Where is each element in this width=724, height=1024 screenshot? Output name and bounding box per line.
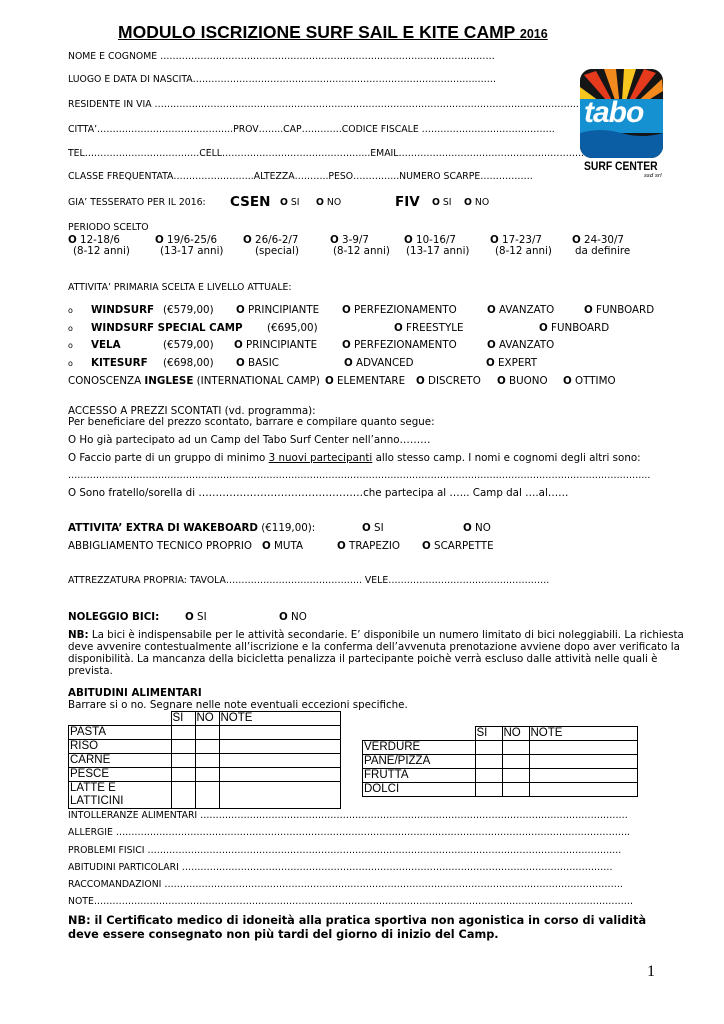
food-label: VERDURE: [363, 741, 476, 755]
logo-brand: tabo: [584, 96, 644, 129]
inglese-option[interactable]: O BUONO: [497, 375, 548, 387]
no-cell[interactable]: [195, 768, 219, 782]
level-option[interactable]: O PERFEZIONAMENTO: [342, 339, 457, 351]
col-si: SI: [475, 727, 502, 741]
no-cell[interactable]: [195, 726, 219, 740]
bici-no-option[interactable]: O NO: [279, 611, 307, 623]
periodo-option[interactable]: O 3-9/7: [330, 234, 369, 246]
periodo-label: PERIODO SCELTO: [68, 222, 149, 233]
level-option[interactable]: O AVANZATO: [487, 304, 555, 316]
level-option[interactable]: O BASIC: [236, 357, 279, 369]
level-option[interactable]: O FUNBOARD: [539, 322, 610, 334]
periodo-note: (8-12 anni): [73, 245, 130, 257]
table-row: [69, 740, 341, 754]
inglese-option[interactable]: O DISCRETO: [416, 375, 481, 387]
food-label: DOLCI: [363, 783, 476, 797]
field-residente[interactable]: RESIDENTE IN VIA ………………………………………………………………………………………………………………………..: [68, 99, 579, 110]
logo-subtitle: SURF CENTER: [584, 161, 658, 173]
inglese-option[interactable]: O OTTIMO: [563, 375, 616, 387]
si-cell[interactable]: [171, 768, 195, 782]
title-year: 2016: [519, 27, 548, 41]
certificato-note: NB: il Certificato medico di idoneità alla pratica sportiva non agonistica in corso di validità deve essere consegnato non più tardi del giorno di inizio del Camp.: [68, 914, 647, 941]
food-label: LATTE E LATTICINI: [69, 782, 172, 809]
table-row: [363, 769, 638, 783]
activity-name: WINDSURF SPECIAL CAMP: [91, 322, 243, 334]
si-cell[interactable]: [171, 782, 195, 809]
table-row: [69, 726, 341, 740]
no-cell[interactable]: [195, 782, 219, 809]
note-field[interactable]: NOTE…………………………………………………………………………………………………………………………………………………………: [68, 896, 634, 907]
si-cell[interactable]: [475, 783, 502, 797]
sconti-option-gruppo[interactable]: O Faccio parte di un gruppo di minimo 3 nuovi partecipanti allo stesso camp. I nomi e cognomi degli altri sono:: [68, 452, 641, 464]
food-label: PASTA: [69, 726, 172, 740]
level-option[interactable]: O PERFEZIONAMENTO: [342, 304, 457, 316]
activity-row-vela[interactable]: o: [68, 341, 73, 350]
field-citta[interactable]: CITTA’……………………………………..PROV……..CAP………….CODICE FISCALE …………………………………….: [68, 124, 555, 135]
col-no: NO: [502, 727, 529, 741]
food-label: RISO: [69, 740, 172, 754]
no-cell[interactable]: [195, 740, 219, 754]
intolleranze-field[interactable]: INTOLLERANZE ALIMENTARI …………………………………………………………………………………………………………………………: [68, 810, 628, 821]
col-no: NO: [195, 712, 219, 726]
field-nome[interactable]: NOME E COGNOME ………………………………………………………………………………………………: [68, 51, 495, 62]
fiv-label: FIV: [395, 194, 420, 210]
note-cell[interactable]: [219, 726, 341, 740]
level-option[interactable]: O EXPERT: [486, 357, 538, 369]
table-row: [69, 754, 341, 768]
table-row: [363, 755, 638, 769]
inglese-label: CONOSCENZA INGLESE (INTERNATIONAL CAMP): [68, 375, 320, 387]
si-cell[interactable]: [475, 741, 502, 755]
activity-name: KITESURF: [91, 357, 148, 369]
periodo-option[interactable]: O 19/6-25/6: [155, 234, 218, 246]
abbigliamento-option[interactable]: O MUTA: [262, 540, 304, 552]
attivita-label: ATTIVITA’ PRIMARIA SCELTA E LIVELLO ATTUALE:: [68, 282, 292, 293]
abbigliamento-label: ABBIGLIAMENTO TECNICO PROPRIO: [68, 540, 253, 552]
wakeboard-si-option[interactable]: O SI: [362, 522, 384, 534]
note-cell[interactable]: [529, 769, 638, 783]
sconti-title: ACCESSO A PREZZI SCONTATI (vd. programma):: [68, 405, 316, 417]
abbigliamento-option[interactable]: O SCARPETTE: [422, 540, 494, 552]
periodo-option[interactable]: O 24-30/7: [572, 234, 624, 246]
activity-name: WINDSURF: [91, 304, 155, 316]
page-number: 1: [647, 963, 655, 980]
fiv-no-option[interactable]: O NO: [464, 197, 490, 208]
no-cell[interactable]: [502, 783, 529, 797]
sconti-subtitle: Per beneficiare del prezzo scontato, barrare e compilare quanto segue:: [68, 416, 435, 428]
allergie-field[interactable]: ALLERGIE ………………………………………………………………………………………………………………………………………………….: [68, 827, 631, 838]
note-cell[interactable]: [219, 740, 341, 754]
food-label: PESCE: [69, 768, 172, 782]
periodo-note: (special): [255, 245, 299, 257]
periodo-note: da definire: [575, 245, 631, 257]
food-label: PANE/PIZZA: [363, 755, 476, 769]
col-note: NOTE: [219, 712, 341, 726]
bici-label: NOLEGGIO BICI:: [68, 611, 160, 623]
activity-row-windsurf[interactable]: o: [68, 306, 73, 315]
food-label: CARNE: [69, 754, 172, 768]
abitudini-particolari-field[interactable]: ABITUDINI PARTICOLARI ………………………………………………………………………………………………………………………….: [68, 862, 613, 873]
field-classe[interactable]: CLASSE FREQUENTATA……………………..ALTEZZA………..PESO…………...NUMERO SCARPE……………..: [68, 171, 533, 182]
periodo-option[interactable]: O 12-18/6: [68, 234, 120, 246]
level-option[interactable]: O FUNBOARD: [584, 304, 655, 316]
no-cell[interactable]: [502, 769, 529, 783]
activity-row-kitesurf[interactable]: o: [68, 359, 73, 368]
fiv-si-option[interactable]: O SI: [432, 197, 452, 208]
field-luogo-nascita[interactable]: LUOGO E DATA DI NASCITA………………………………………………………………………………..……: [68, 74, 497, 85]
bici-si-option[interactable]: O SI: [185, 611, 207, 623]
si-cell[interactable]: [171, 726, 195, 740]
periodo-option[interactable]: O 10-16/7: [404, 234, 456, 246]
activity-price: (€579,00): [163, 339, 214, 351]
no-cell[interactable]: [195, 754, 219, 768]
bici-note: NB: La bici è indispensabile per le attività secondarie. E’ disponibile un numero limitato di bici noleggiabili. La richiesta deve avvenire contestualmente all’iscrizione e la conferma dell’avvenuta prenotazione avviene dopo aver verificato la disponibilità. La mancanza della bicicletta penalizza il partecipante poichè verrà escluso dalle attività nelle quali è prevista.: [68, 629, 684, 677]
note-cell[interactable]: [219, 782, 341, 809]
note-cell[interactable]: [219, 754, 341, 768]
csen-no-option[interactable]: O NO: [316, 197, 342, 208]
note-cell[interactable]: [219, 768, 341, 782]
periodo-note: (13-17 anni): [160, 245, 224, 257]
sconti-nomi-field[interactable]: ……………………………………………………………………………………………………………………………………………………………………..: [68, 470, 651, 481]
note-cell[interactable]: [529, 741, 638, 755]
si-cell[interactable]: [171, 740, 195, 754]
page-title: MODULO ISCRIZIONE SURF SAIL E KITE CAMP 2016: [118, 22, 548, 42]
no-cell[interactable]: [502, 755, 529, 769]
no-cell[interactable]: [502, 741, 529, 755]
note-cell[interactable]: [529, 755, 638, 769]
table-row: [69, 768, 341, 782]
activity-price: (€579,00): [163, 304, 214, 316]
activity-name: VELA: [91, 339, 121, 351]
csen-si-option[interactable]: O SI: [280, 197, 300, 208]
abitudini-subtitle: Barrare si o no. Segnare nelle note eventuali eccezioni specifiche.: [68, 699, 408, 711]
col-note: NOTE: [529, 727, 638, 741]
field-tel[interactable]: TEL……………………………….CELL………………………………………...EMAIL…………………….……………………………..: [68, 148, 584, 159]
level-option[interactable]: O ADVANCED: [344, 357, 414, 369]
activity-price: (€695,00): [267, 322, 318, 334]
csen-label: CSEN: [230, 194, 271, 210]
logo-tag: ssd srl: [644, 173, 662, 179]
sconti-option-fratello[interactable]: O Sono fratello/sorella di …………………………………………che partecipa al …... Camp dal ….al……: [68, 487, 569, 499]
si-cell[interactable]: [475, 755, 502, 769]
food-table-left: [68, 711, 341, 809]
food-label: FRUTTA: [363, 769, 476, 783]
attrezzatura-field[interactable]: ATTREZZATURA PROPRIA: TAVOLA…………………………………….. VELE…………………………………………….: [68, 575, 550, 586]
si-cell[interactable]: [171, 754, 195, 768]
wakeboard-label: ATTIVITA’ EXTRA DI WAKEBOARD (€119,00):: [68, 522, 316, 534]
periodo-option[interactable]: O 26/6-2/7: [243, 234, 299, 246]
raccomandazioni-field[interactable]: RACCOMANDAZIONI ………………………………………………………………………………………………………………………………….: [68, 879, 623, 890]
tabo-logo: [580, 69, 663, 158]
tesserato-label: GIA’ TESSERATO PER IL 2016:: [68, 197, 206, 208]
problemi-fisici-field[interactable]: PROBLEMI FISICI ……………………………………………………………………………………………………………………………………...: [68, 845, 622, 856]
sconti-option-anno[interactable]: O Ho già partecipato ad un Camp del Tabo Surf Center nell’anno………: [68, 434, 431, 446]
food-table-right: [362, 726, 638, 797]
abbigliamento-option[interactable]: O TRAPEZIO: [337, 540, 401, 552]
note-cell[interactable]: [529, 783, 638, 797]
level-option[interactable]: O AVANZATO: [487, 339, 555, 351]
periodo-note: (13-17 anni): [406, 245, 470, 257]
periodo-option[interactable]: O 17-23/7: [490, 234, 542, 246]
level-option[interactable]: O FREESTYLE: [394, 322, 464, 334]
periodo-note: (8-12 anni): [333, 245, 390, 257]
activity-row-special[interactable]: o: [68, 324, 73, 333]
table-row: [363, 783, 638, 797]
si-cell[interactable]: [475, 769, 502, 783]
col-si: SI: [171, 712, 195, 726]
level-option[interactable]: O PRINCIPIANTE: [236, 304, 320, 316]
wakeboard-no-option[interactable]: O NO: [463, 522, 491, 534]
inglese-option[interactable]: O ELEMENTARE: [325, 375, 406, 387]
level-option[interactable]: O PRINCIPIANTE: [234, 339, 318, 351]
periodo-note: (8-12 anni): [495, 245, 552, 257]
table-row: [69, 782, 341, 809]
activity-price: (€698,00): [163, 357, 214, 369]
table-row: [363, 741, 638, 755]
abitudini-title: ABITUDINI ALIMENTARI: [68, 687, 202, 699]
